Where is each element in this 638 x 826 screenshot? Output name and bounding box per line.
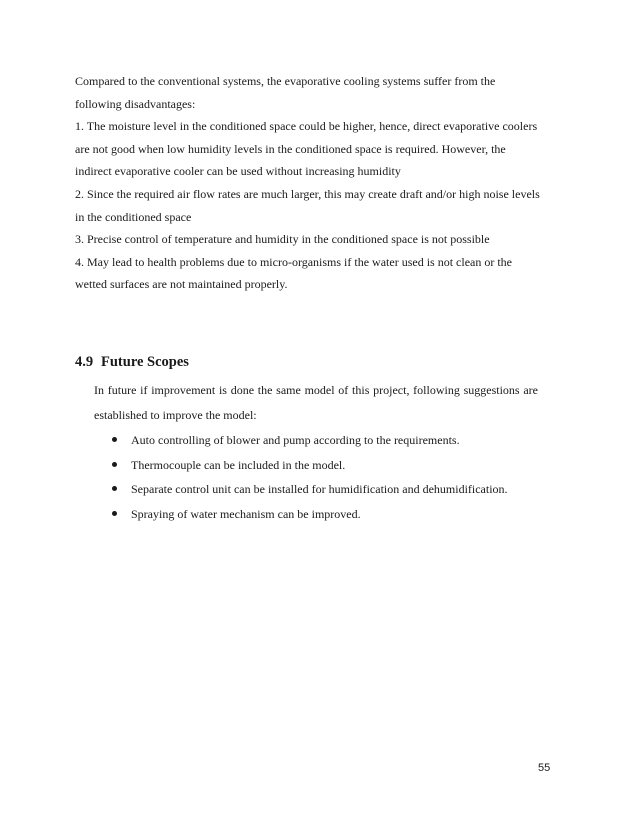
list-item <box>112 477 538 502</box>
text-line: are not good when low humidity levels in the conditioned space is required. However, the <box>75 141 506 156</box>
text-line: 3. Precise control of temperature and humidity in the conditioned space is not possible <box>75 232 490 247</box>
list-item <box>112 453 538 478</box>
text-line: indirect evaporative cooler can be used without increasing humidity <box>75 164 401 179</box>
section-title: Future Scopes <box>101 354 189 370</box>
page-number: 55 <box>538 762 551 774</box>
text-line: following disadvantages: <box>75 96 196 111</box>
bullet-icon <box>112 437 117 442</box>
disadvantages-text <box>75 70 545 296</box>
section-number: 4.9 <box>75 354 94 370</box>
bullet-icon <box>112 462 117 467</box>
text-line: wetted surfaces are not maintained properly. <box>75 277 288 292</box>
section-heading <box>75 354 189 371</box>
text-line: 1. The moisture level in the conditioned space could be higher, hence, direct evaporative coolers <box>75 119 538 134</box>
section-paragraph: In future if improvement is done the same model of this project, following suggestions are established to improve the model: <box>94 383 538 422</box>
section-body <box>94 378 538 526</box>
list-item <box>112 502 538 527</box>
text-line: 4. May lead to health problems due to micro-organisms if the water used is not clean or the <box>75 254 512 269</box>
list-item-text: Spraying of water mechanism can be improved. <box>131 506 361 521</box>
text-line: Compared to the conventional systems, the evaporative cooling systems suffer from the <box>75 74 496 88</box>
list-item-text: Separate control unit can be installed for humidification and dehumidification. <box>131 482 508 496</box>
text-line: in the conditioned space <box>75 209 192 224</box>
bullet-icon <box>112 511 117 516</box>
list-item <box>112 428 538 453</box>
text-line: 2. Since the required air flow rates are much larger, this may create draft and/or high noise levels <box>75 186 540 201</box>
suggestions-list <box>94 428 538 526</box>
list-item-text: Auto controlling of blower and pump according to the requirements. <box>131 433 460 447</box>
bullet-icon <box>112 486 117 491</box>
list-item-text: Thermocouple can be included in the model. <box>131 457 346 472</box>
